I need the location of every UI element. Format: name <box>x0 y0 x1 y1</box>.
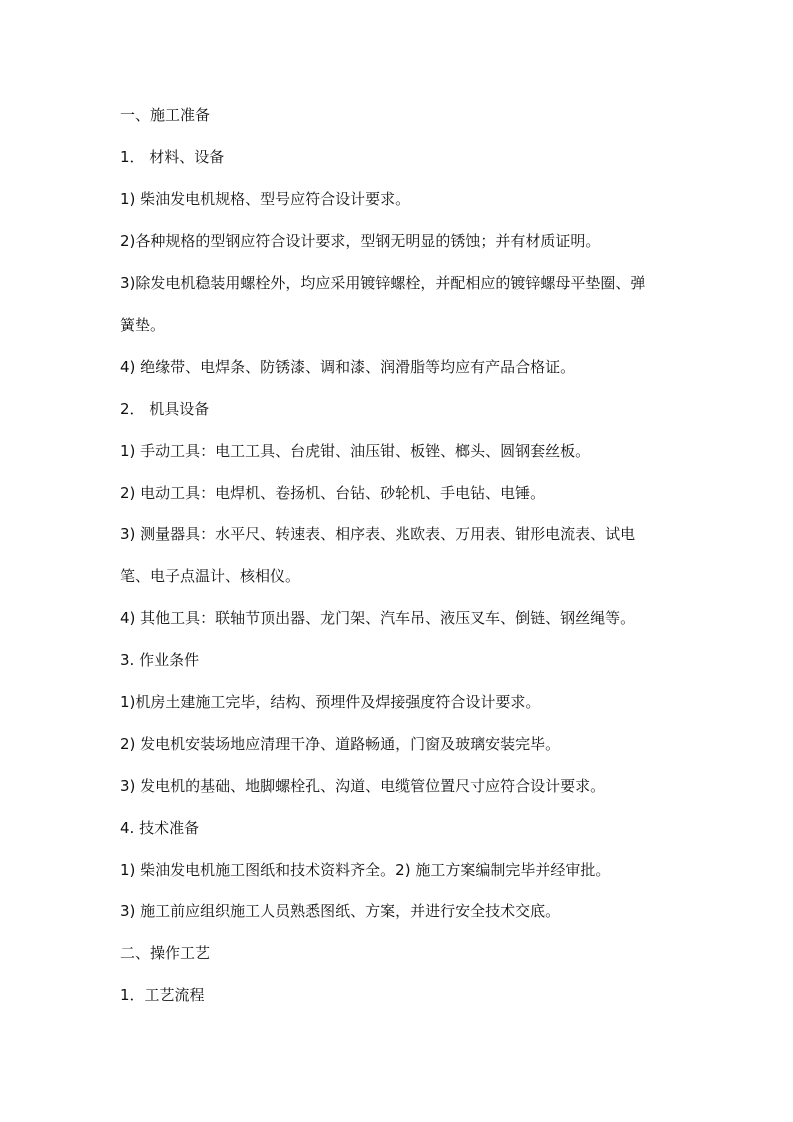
paragraph-line: 1) 柴油发电机规格、型号应符合设计要求。 <box>120 190 411 208</box>
section-heading-preparation: 一、施工准备 <box>120 106 211 124</box>
paragraph-line: 4) 绝缘带、电焊条、防锈漆、调和漆、润滑脂等均应有产品合格证。 <box>120 358 576 376</box>
paragraph-line: 2) 发电机安装场地应清理干净、道路畅通，门窗及玻璃安装完毕。 <box>120 735 561 753</box>
paragraph-line: 2) 电动工具：电焊机、卷扬机、台钻、砂轮机、手电钻、电锤。 <box>120 484 546 502</box>
paragraph-line: 1)机房土建施工完毕，结构、预埋件及焊接强度符合设计要求。 <box>120 693 541 711</box>
paragraph-line: 笔、电子点温计、核相仪。 <box>120 567 301 585</box>
section-heading-operation-process: 二、操作工艺 <box>120 944 211 962</box>
paragraph-line: 3) 施工前应组织施工人员熟悉图纸、方案，并进行安全技术交底。 <box>120 902 561 920</box>
paragraph-line: 4) 其他工具：联轴节顶出器、龙门架、汽车吊、液压叉车、倒链、钢丝绳等。 <box>120 609 636 627</box>
paragraph-line: 3) 测量器具：水平尺、转速表、相序表、兆欧表、万用表、钳形电流表、试电 <box>120 525 636 543</box>
paragraph-line: 3) 发电机的基础、地脚螺栓孔、沟道、电缆管位置尺寸应符合设计要求。 <box>120 777 606 795</box>
paragraph-line: 簧垫。 <box>120 316 166 334</box>
paragraph-line: 1) 手动工具：电工工具、台虎钳、油压钳、板锉、榔头、圆钢套丝板。 <box>120 442 591 460</box>
subheading-work-conditions: 3. 作业条件 <box>120 651 200 669</box>
paragraph-line: 2)各种规格的型钢应符合设计要求，型钢无明显的锈蚀；并有材质证明。 <box>120 232 601 250</box>
subheading-technical-preparation: 4. 技术准备 <box>120 819 200 837</box>
paragraph-line: 3)除发电机稳装用螺栓外，均应采用镀锌螺栓，并配相应的镀锌螺母平垫圈、弹 <box>120 274 646 292</box>
subheading-materials-equipment: 1． 材料、设备 <box>120 148 225 166</box>
subheading-tools-equipment: 2． 机具设备 <box>120 400 210 418</box>
subheading-process-flow: 1．工艺流程 <box>120 986 205 1004</box>
paragraph-line: 1) 柴油发电机施工图纸和技术资料齐全。2) 施工方案编制完毕并经审批。 <box>120 861 611 879</box>
